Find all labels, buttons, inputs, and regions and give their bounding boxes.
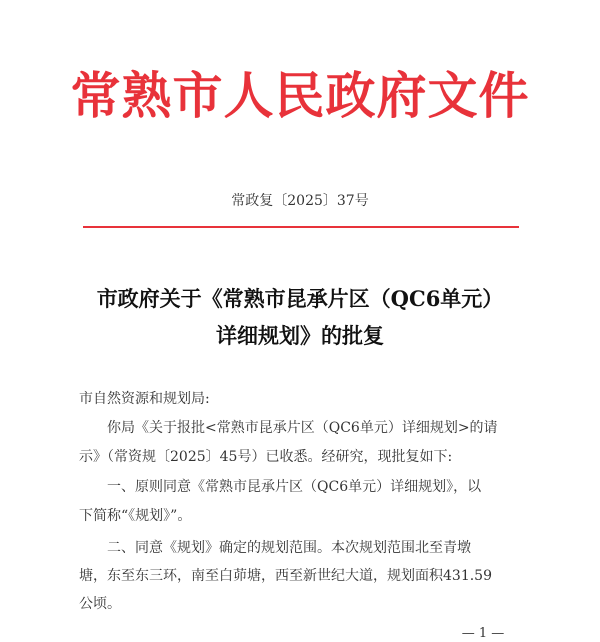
paragraph-1-line-1: 你局《关于报批<常熟市昆承片区（QC6单元）详细规划>的请 [107, 420, 498, 436]
paragraph-3-line-2: 塘，东至东三环，南至白茆塘，西至新世纪大道，规划面积431.59 [79, 568, 492, 584]
paragraph-3-line-3: 公顷。 [79, 596, 121, 612]
masthead-title: 常熟市人民政府文件 [70, 66, 530, 125]
document-title-line-2: 详细规划》的批复 [216, 323, 384, 348]
paragraph-1-line-2: 示》（常资规〔2025〕45号）已收悉。经研究，现批复如下: [79, 449, 453, 465]
paragraph-3-line-1: 二、同意《规划》确定的规划范围。本次规划范围北至青墩 [107, 540, 471, 556]
paragraph-2-line-1: 一、原则同意《常熟市昆承片区（QC6单元）详细规划》，以 [107, 479, 482, 495]
paragraph-2-line-2: 下简称“《规划》”。 [79, 508, 192, 524]
addressee: 市自然资源和规划局: [79, 391, 210, 407]
red-separator-line [83, 226, 519, 228]
page-number: — 1 — [461, 626, 505, 641]
document-number: 常政复〔2025〕37号 [231, 193, 369, 209]
document-title-line-1: 市政府关于《常熟市昆承片区（QC6单元） [96, 286, 504, 311]
